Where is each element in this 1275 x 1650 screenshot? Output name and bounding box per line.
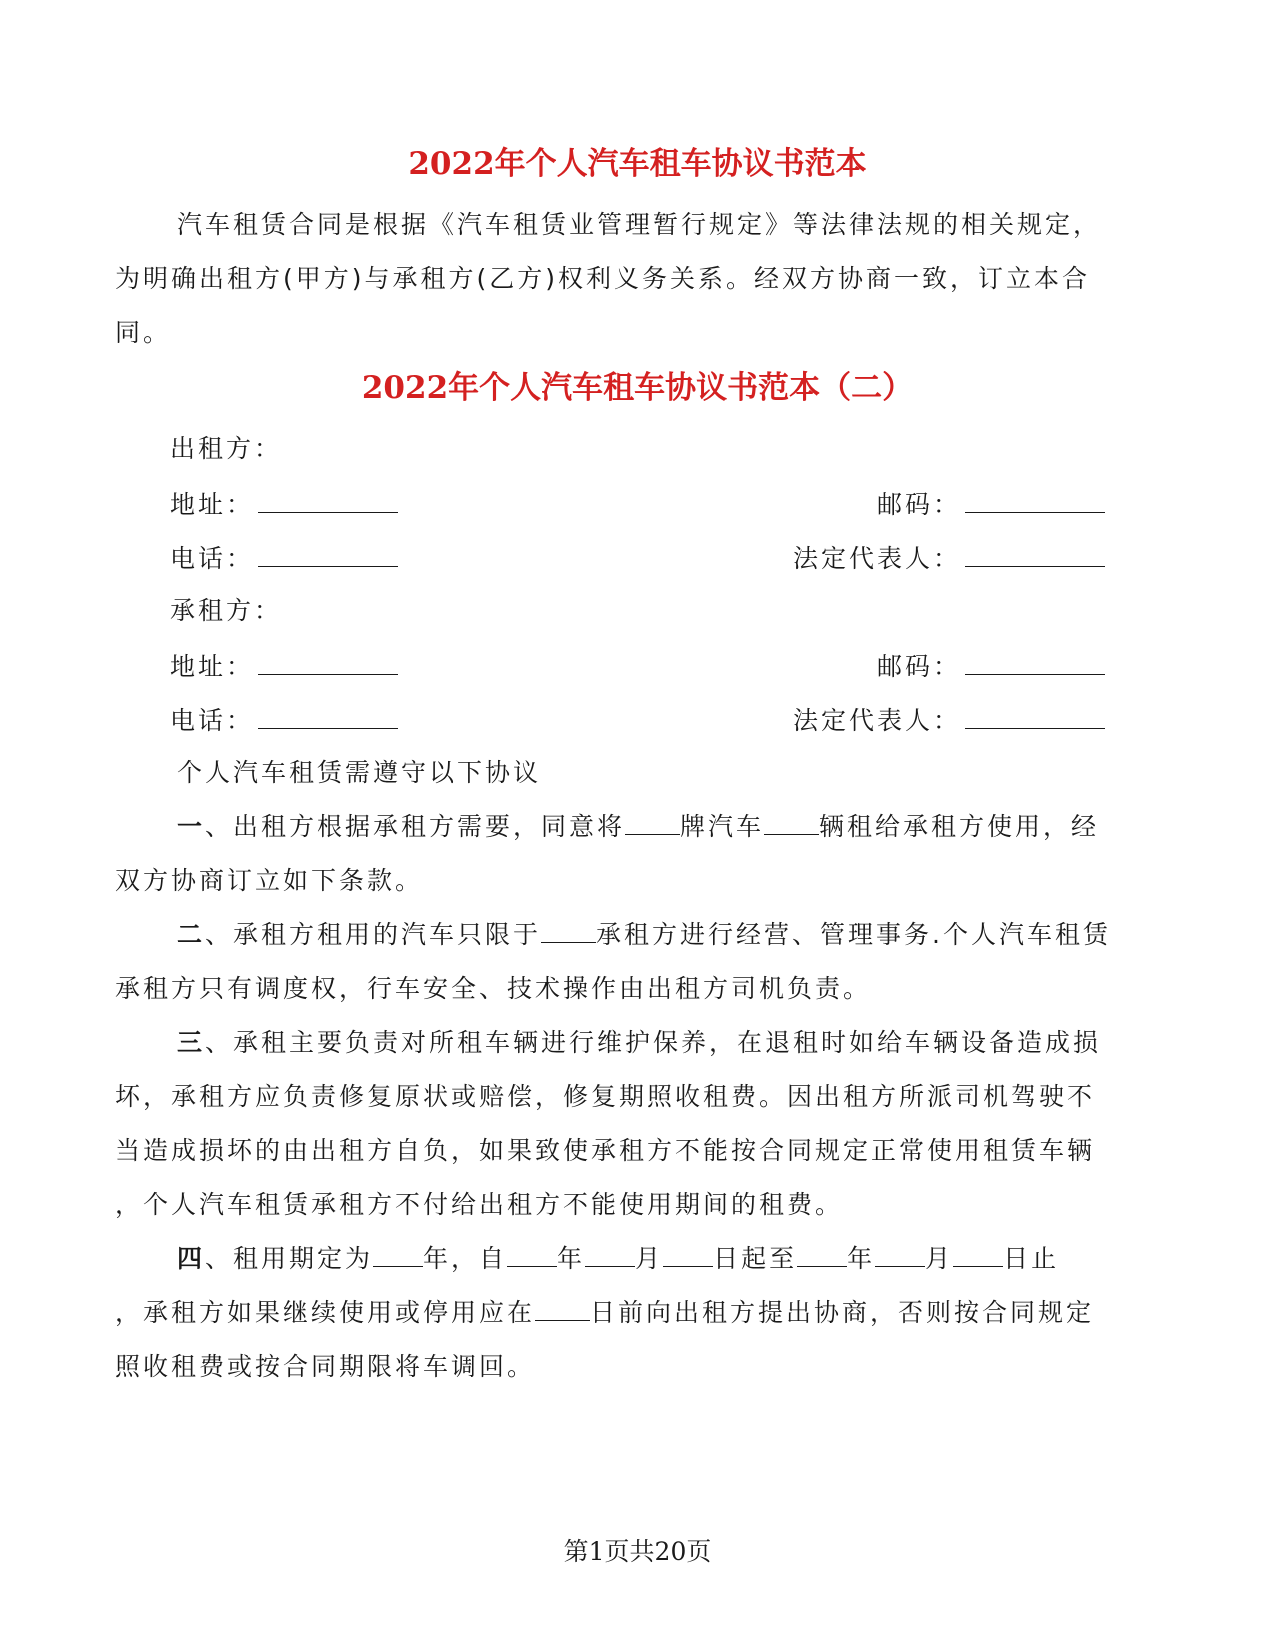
lessor-rep-label: 法定代表人： [793,544,962,573]
lessor-phone [170,540,398,576]
clause-1-text-b: 牌汽车 [680,812,765,841]
clause-4-text-c: 年 [557,1244,586,1273]
clause-4-line-1 [177,1242,1160,1276]
lessee-phone-label: 电话： [170,706,255,735]
intro-line-1: 汽车租赁合同是根据《汽车租赁业管理暂行规定》等法律法规的相关规定， [177,210,1102,239]
intro-line-2: 为明确出租方(甲方)与承租方(乙方)权利义务关系。经双方协商一致，订立本合 [115,264,1091,293]
clause-1-text-a: 、出租方根据承租方需要，同意将 [205,812,626,841]
clause-4-line-3: 照收租费或按合同期限将车调回。 [115,1352,536,1381]
lessor-rep [793,540,1105,576]
lessee-postcode [877,648,1105,684]
lessor-postcode [877,486,1105,522]
lessee-phone [170,702,398,738]
clause-2-line-2: 承租方只有调度权，行车安全、技术操作由出租方司机负责。 [115,974,872,1003]
clause-4-text-d: 月 [635,1244,664,1273]
clause-1-line-1 [177,810,1160,844]
clause-1-number: 一 [177,812,206,841]
clause-4-text-g: 月 [925,1244,954,1273]
clause-1-line-2: 双方协商订立如下条款。 [115,866,424,895]
clauses-intro: 个人汽车租赁需遵守以下协议 [177,758,542,787]
clause-4-line-2 [115,1296,1160,1330]
page-footer: 第1页共20页 [563,1537,712,1566]
clause-4-blank-end-day [953,1242,1003,1267]
clause-4-blank-end-month [875,1242,925,1267]
lessor-phone-label: 电话： [170,544,255,573]
clause-3-line-1 [177,1026,1160,1060]
clause-1-blank-count [764,810,819,835]
clause-1-text-c: 辆租给承租方使用，经 [819,812,1100,841]
clause-3-number: 三 [177,1028,206,1057]
clause-4-number: 四 [177,1244,206,1273]
clause-4-blank-end-year [797,1242,847,1267]
clause-1-blank-plate [625,810,680,835]
clause-2-number: 二 [177,920,206,949]
clause-4-text-f: 年 [847,1244,876,1273]
clause-3-line-2: 坏，承租方应负责修复原状或赔偿，修复期照收租费。因出租方所派司机驾驶不 [115,1082,1096,1111]
clause-2-text-b: 承租方进行经营、管理事务.个人汽车租赁 [596,920,1111,949]
clause-4-text-a: 、租用期定为 [205,1244,374,1273]
lessor-address [170,486,398,522]
lessee-rep-blank [965,702,1105,729]
clause-2-blank [541,918,596,943]
lessee-rep [793,702,1105,738]
lessor-rep-blank [965,540,1105,567]
lessee-address-label: 地址： [170,652,255,681]
clause-4-blank-start-year [507,1242,557,1267]
lessor-heading: 出租方： [170,434,283,463]
clause-4-text-line2b: 日前向出租方提出协商，否则按合同规定 [590,1298,1095,1327]
clause-4-blank-years [373,1242,423,1267]
intro-line-3: 同。 [115,318,172,347]
clause-2-text-a: 、承租方租用的汽车只限于 [205,920,542,949]
lessee-address-blank [258,648,398,675]
clause-4-text-e: 日起至 [713,1244,798,1273]
lessee-postcode-label: 邮码： [877,652,962,681]
clause-4-blank-start-day [663,1242,713,1267]
lessor-address-blank [258,486,398,513]
clause-4-text-b: 年，自 [423,1244,508,1273]
clause-4-blank-notice-days [535,1296,590,1321]
clause-3-text: 、承租主要负责对所租车辆进行维护保养，在退租时如给车辆设备造成损 [205,1028,1102,1057]
lessor-postcode-label: 邮码： [877,490,962,519]
lessee-phone-blank [258,702,398,729]
clause-4-text-line2a: ，承租方如果继续使用或停用应在 [115,1298,536,1327]
clause-3-line-3: 当造成损坏的由出租方自负，如果致使承租方不能按合同规定正常使用租赁车辆 [115,1136,1096,1165]
lessee-postcode-blank [965,648,1105,675]
document-subtitle: 2022年个人汽车租车协议书范本（二） [361,370,914,406]
lessor-phone-blank [258,540,398,567]
clause-4-blank-start-month [585,1242,635,1267]
document-title: 2022年个人汽车租车协议书范本 [408,146,867,182]
lessor-address-label: 地址： [170,490,255,519]
lessee-heading: 承租方： [170,596,283,625]
lessor-postcode-blank [965,486,1105,513]
clause-4-text-h: 日止 [1003,1244,1060,1273]
lessee-rep-label: 法定代表人： [793,706,962,735]
lessee-address [170,648,398,684]
clause-2-line-1 [177,918,1160,952]
clause-3-line-4: ，个人汽车租赁承租方不付给出租方不能使用期间的租费。 [115,1190,844,1219]
